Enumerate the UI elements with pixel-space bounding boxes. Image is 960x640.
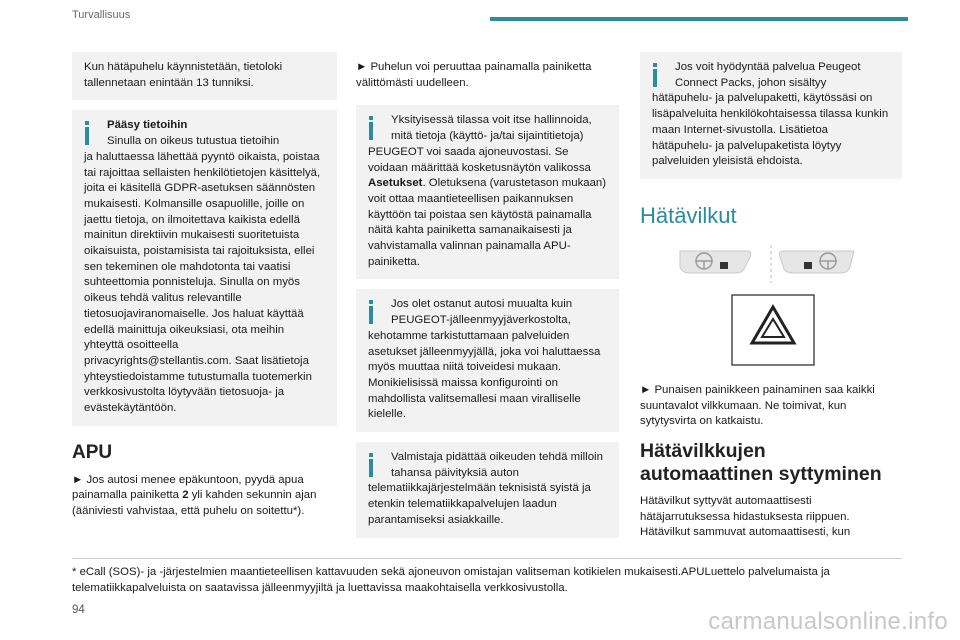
dashboard-illustration (640, 243, 902, 369)
hazard-paragraph: ► Punaisen painikkeen painaminen saa kaikki suuntavalot vilkkumaan. Ne toimivat, kun sytytysvirta on katkaistu. (640, 383, 875, 428)
apu-paragraph (72, 473, 337, 520)
data-access-first-line: Sinulla on oikeus tutustua tietoihin (107, 135, 280, 148)
dealer-info-box (356, 289, 619, 432)
log-note-box (72, 52, 337, 100)
info-icon (650, 63, 660, 87)
header-accent-bar (490, 17, 908, 21)
section-title: Turvallisuus (72, 9, 131, 21)
data-access-info-box (72, 110, 337, 425)
page-number: 94 (72, 604, 85, 616)
cancel-call-paragraph: ► Puhelun voi peruuttaa painamalla painiketta välittömästi uudelleen. (356, 61, 592, 89)
footnote: * eCall (SOS)- ja -järjestelmien maantieteellisen kattavuuden sekä ajoneuvon omistajan valitseman kotikielen mukaisesti.APULuettelo palvelumaista ja telematiikkapalveluista on saatavissa jälleenmyyjiltä ja luettavissa maakohtaisella verkkosivustolla. (72, 566, 830, 594)
data-access-title: Pääsy tietoihin (107, 119, 188, 132)
left-column (72, 52, 337, 520)
apu-text-2: yli kahden sekunnin ajan (ääniviesti vahvistaa, että puhelu on soitettu*). (72, 489, 317, 518)
dealer-body: kehotamme tarkistuttamaan palveluiden asetukset jälleenmyyjällä, joka voi haluttaessa myös muuttaa niitä toiveidesi mukaan. Monikielisissä maissa konfigurointi on mahdollista valitsemallesi maan viralliselle kielelle. (368, 329, 601, 421)
log-note-text: Kun hätäpuhelu käynnistetään, tietoloki tallennetaan enintään 13 tunniksi. (84, 61, 283, 89)
connect-packs-info-box (640, 52, 902, 179)
apu-text-1: ► Jos autosi menee epäkuntoon, pyydä apua painamalla painiketta (72, 473, 304, 502)
hazard-lights-heading: Hätävilkut (640, 202, 737, 228)
manufacturer-body: telematiikkajärjestelmään teknisistä syistä ja etenkin telematiikkapalvelujen laadun parantamiseksi asiakkaille. (368, 482, 591, 526)
settings-menu-label: Asetukset (368, 177, 423, 190)
steering-wheel-icon (680, 251, 751, 273)
private-mode-body-2: . Oletuksena (varustetason mukaan) voit ottaa maantieteellisen paikannuksen käyttöön tai poistaa sen käytöstä painamalla näitä kahta painiketta samanaikaisesti ja vahvistamalla valinnan painamalla APU-painiketta. (368, 177, 607, 268)
manufacturer-first-line: Valmistaja pidättää oikeuden tehdä milloin tahansa päivityksiä auton (391, 451, 603, 479)
watermark: carmanualsonline.info (708, 608, 948, 635)
info-icon (366, 116, 376, 140)
info-icon (82, 121, 92, 145)
connect-packs-first-line: Jos voit hyödyntää palvelua Peugeot Connect Packs, johon sisältyy (675, 61, 861, 89)
apu-heading: APU (72, 441, 113, 463)
private-mode-info-box (356, 105, 619, 279)
info-icon (366, 453, 376, 477)
auto-hazard-paragraph: Hätävilkut syttyvät automaattisesti hätäjarrutuksessa hidastuksesta riippuen. Hätävilkut sammuvat automaattisesti, kun (640, 495, 851, 539)
connect-packs-body: hätäpuhelu- ja palvelupaketti, käytössäsi on lisäpalveluita henkilökohtaisessa tilassa kunkin maan Internet-sivustolla. Lisätietoa hätäpuhelu- ja palvelupaketista löytyy palveluiden yleisistä ehdoista. (652, 92, 889, 168)
manufacturer-info-box (356, 442, 619, 538)
data-access-body: ja haluttaessa lähettää pyyntö oikaista, poistaa tai rajoittaa sellaisten henkilötietojen käsittelyä, joita ei käsitellä GDPR-asetuksen säännösten mukaisesti. Kolmansille osapuolille, joille on jaettu tietoja, on ilmoitettava kaikista edellä mainitun direktiivin mukaisesti suoritetuista oikaisuista, poistamisista tai rajoituksista, ellei sen tekeminen ole mahdotonta tai vaatisi suhteettomia ponnisteluja. Sinulla on myös oikeus tehdä valitus relevantille tietosuojaviranomaiselle. Jos haluat käyttää edellä mainittuja oikeuksiasi, ota meihin yhteyttä osoitteella privacyrights@stellantis.com. Saat lisätietoja yhteystiedoistamme tutustumalla tuotemerkin verkkosivustolta löytyvään tietosuoja- ja evästekäytäntöön. (84, 150, 321, 415)
right-column (640, 52, 902, 541)
private-mode-first-line: Yksityisessä tilassa voit itse hallinnoida, mitä tietoja (käyttö- ja/tai sijaintitietoja) (391, 114, 592, 143)
apu-button-number: 2 (182, 489, 189, 502)
dealer-first-line: Jos olet ostanut autosi muualta kuin PEUGEOT-jälleenmyyjäverkostolta, (391, 298, 573, 327)
hazard-warning-icon (732, 295, 814, 365)
middle-column (356, 52, 619, 548)
footnote-divider (72, 558, 902, 559)
steering-wheel-icon (780, 251, 855, 273)
info-icon (366, 300, 376, 324)
auto-hazard-heading: Hätävilkkujen automaattinen syttyminen (640, 440, 882, 486)
private-mode-body-1: PEUGEOT voi saada ajoneuvostasi. Se voidaan määrittää kosketusnäytön valikossa (368, 145, 591, 174)
hazard-illustration (640, 243, 902, 369)
